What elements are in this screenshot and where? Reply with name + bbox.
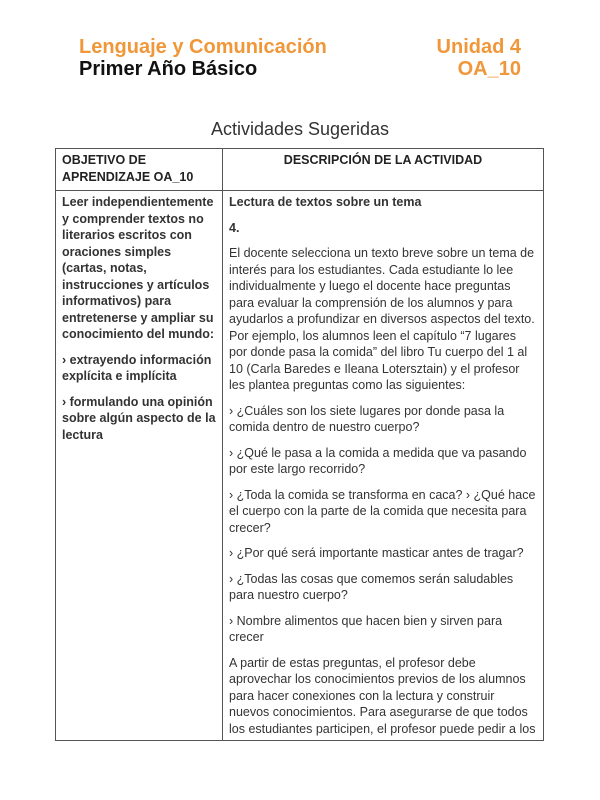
table-header-row <box>56 149 544 191</box>
activity-closing: A partir de estas preguntas, el profesor debe aprovechar los conocimientos previos de los alumnos para hacer conexiones con la lectura y construir nuevos conocimientos. Para asegurarse de que todos los estudiantes participen, el profesor puede pedir a los <box>229 655 536 736</box>
grade-title: Primer Año Básico <box>79 58 258 80</box>
header-right <box>437 36 521 80</box>
subject-title: Lenguaje y Comunicación <box>79 36 327 58</box>
section-title: Actividades Sugeridas <box>210 119 390 139</box>
description-cell <box>223 191 544 741</box>
table-row <box>56 191 544 741</box>
oa-label: OA_10 <box>457 58 521 80</box>
question-item: › ¿Toda la comida se transforma en caca? › ¿Qué hace el cuerpo con la parte de la comida que necesita para crecer? <box>229 487 536 535</box>
objective-cell <box>56 191 223 741</box>
question-item: › ¿Qué le pasa a la comida a medida que va pasando por este largo recorrido? <box>229 445 527 476</box>
activity-number: 4. <box>229 220 240 235</box>
question-item: › ¿Cuáles son los siete lugares por donde pasa la comida dentro de nuestro cuerpo? <box>229 403 505 434</box>
unit-label: Unidad 4 <box>436 36 521 58</box>
objective-header: OBJETIVO DE APRENDIZAJE OA_10 <box>56 149 223 191</box>
question-item: › ¿Todas las cosas que comemos serán saludables para nuestro cuerpo? <box>229 571 514 602</box>
question-item: › Nombre alimentos que hacen bien y sirven para crecer <box>229 613 503 644</box>
objective-bullet: › extrayendo información explícita e implícita <box>62 352 212 383</box>
question-item: › ¿Por qué será importante masticar antes de tragar? <box>229 546 524 560</box>
objective-text: Leer independientemente y comprender textos no literarios escritos con oraciones simples (cartas, notas, instrucciones y artículos informativos) para entretenerse y ampliar su conocimiento del mundo: <box>62 195 215 341</box>
header-left <box>79 36 327 80</box>
description-header: DESCRIPCIÓN DE LA ACTIVIDAD <box>223 149 544 191</box>
activity-title: Lectura de textos sobre un tema <box>229 195 422 209</box>
activities-table <box>55 148 544 741</box>
activity-intro: El docente selecciona un texto breve sobre un tema de interés para los estudiantes. Cada estudiante lo lee individualmente y luego el docente hace preguntas para evaluar la comprensión de los alumnos y para ayudarlos a profundizar en diversos aspectos del texto. Por ejemplo, los alumnos leen el capítulo “7 lugares por donde pasa la comida” del libro Tu cuerpo del 1 al 10 (Carla Baredes e Ileana Lotersztain) y el profesor les plantea preguntas como las siguientes: <box>229 246 535 392</box>
objective-bullet: › formulando una opinión sobre algún aspecto de la lectura <box>62 394 216 442</box>
